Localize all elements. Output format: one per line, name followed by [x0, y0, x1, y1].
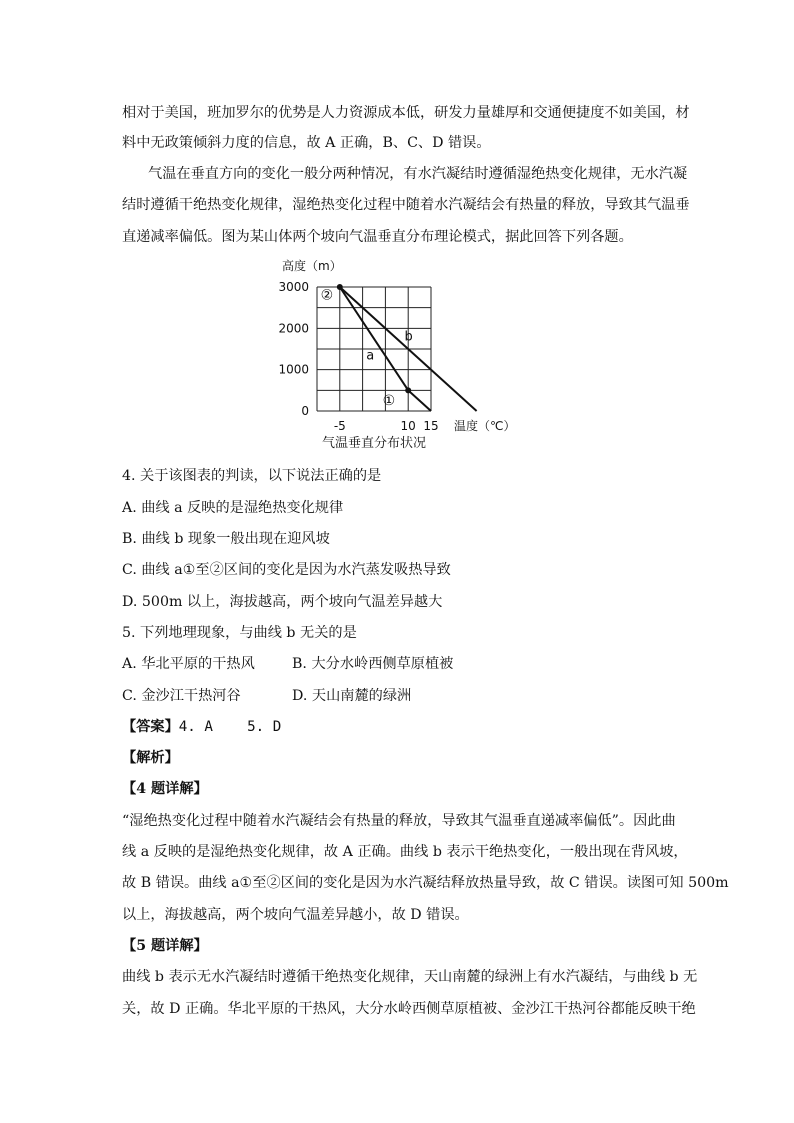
y-tick-label: 3000: [278, 280, 309, 294]
question-4-stem: 4. 关于该图表的判读，以下说法正确的是: [122, 468, 382, 484]
marker-label-1: ①: [382, 392, 396, 409]
x-tick-label: 10: [400, 419, 416, 433]
chart-title: 气温垂直分布状况: [322, 436, 427, 451]
x-tick-label: 15: [423, 419, 439, 433]
passage-line-1: 相对于美国，班加罗尔的优势是人力资源成本低，研发力量雄厚和交通便捷度不如美国，材: [122, 105, 690, 121]
y-tick-label: 0: [301, 404, 309, 418]
passage-line-4: 结时遵循干绝热变化规律，湿绝热变化过程中随着水汽凝结会有热量的释放，导致其气温垂: [122, 197, 690, 213]
y-tick-label: 1000: [278, 362, 309, 377]
detail-5-line-2: 关，故 D 正确。华北平原的干热风，大分水岭西侧草原植被、金沙江干热河谷都能反映干绝: [122, 1001, 696, 1017]
passage-line-2: 料中无政策倾斜力度的信息，故 A 正确，B、C、D 错误。: [122, 135, 491, 151]
question-4-option-b: B. 曲线 b 现象一般出现在迎风坡: [122, 531, 330, 547]
point-marker-1: [337, 284, 343, 290]
question-5-option-d: D. 天山南麓的绿洲: [292, 688, 412, 704]
y-tick-label: 2000: [278, 321, 309, 336]
analysis-label: 【解析】: [122, 750, 179, 766]
question-5-option-b: B. 大分水岭西侧草原植被: [292, 656, 454, 672]
question-5-option-a: A. 华北平原的干热风: [122, 656, 255, 672]
temperature-altitude-chart: [276, 256, 526, 456]
question-5-stem: 5. 下列地理现象，与曲线 b 无关的是: [122, 625, 357, 641]
question-4-option-c: C. 曲线 a①至②区间的变化是因为水汽蒸发吸热导致: [122, 562, 451, 578]
question-5-option-c: C. 金沙江干热河谷: [122, 688, 241, 704]
x-axis-label: 温度（℃）: [454, 419, 516, 433]
detail-4-line-4: 以上，海拔越高，两个坡向气温差异越小，故 D 错误。: [122, 907, 469, 923]
detail-4-label: 【4 题详解】: [122, 781, 208, 797]
detail-4-line-3: 故 B 错误。曲线 a①至②区间的变化是因为水汽凝结释放热量导致，故 C 错误。读图可知 500m: [122, 875, 729, 891]
detail-5-label: 【5 题详解】: [122, 938, 208, 954]
answer-value: 4. A 5. D: [178, 719, 282, 735]
question-4-option-a: A. 曲线 a 反映的是湿绝热变化规律: [122, 500, 344, 516]
curve-a-label: a: [366, 348, 375, 364]
passage-line-3: 气温在垂直方向的变化一般分两种情况，有水汽凝结时遵循湿绝热变化规律，无水汽凝: [148, 166, 688, 182]
answer-label: 【答案】: [122, 719, 179, 735]
x-tick-label: -5: [333, 419, 346, 433]
answer-row: [122, 717, 281, 737]
chart-series: [321, 284, 477, 411]
y-axis-label: 高度（m）: [282, 259, 342, 273]
passage-line-5: 直递减率偏低。图为某山体两个坡向气温垂直分布理论模式，据此回答下列各题。: [122, 229, 633, 245]
detail-4-line-2: 线 a 反映的是湿绝热变化规律，故 A 正确。曲线 b 表示干绝热变化，一般出现在背风坡，: [122, 844, 688, 860]
curve-b-label: b: [404, 329, 413, 345]
marker-label-2: ②: [320, 287, 334, 304]
point-marker-2: [405, 387, 411, 393]
detail-5-line-1: 曲线 b 表示无水汽凝结时遵循干绝热变化规律，天山南麓的绿洲上有水汽凝结，与曲线 b 无: [122, 969, 698, 985]
detail-4-line-1: “湿绝热变化过程中随着水汽凝结会有热量的释放，导致其气温垂直递减率偏低”。因此曲: [122, 813, 676, 829]
question-4-option-d: D. 500m 以上，海拔越高，两个坡向气温差异越大: [122, 594, 443, 610]
